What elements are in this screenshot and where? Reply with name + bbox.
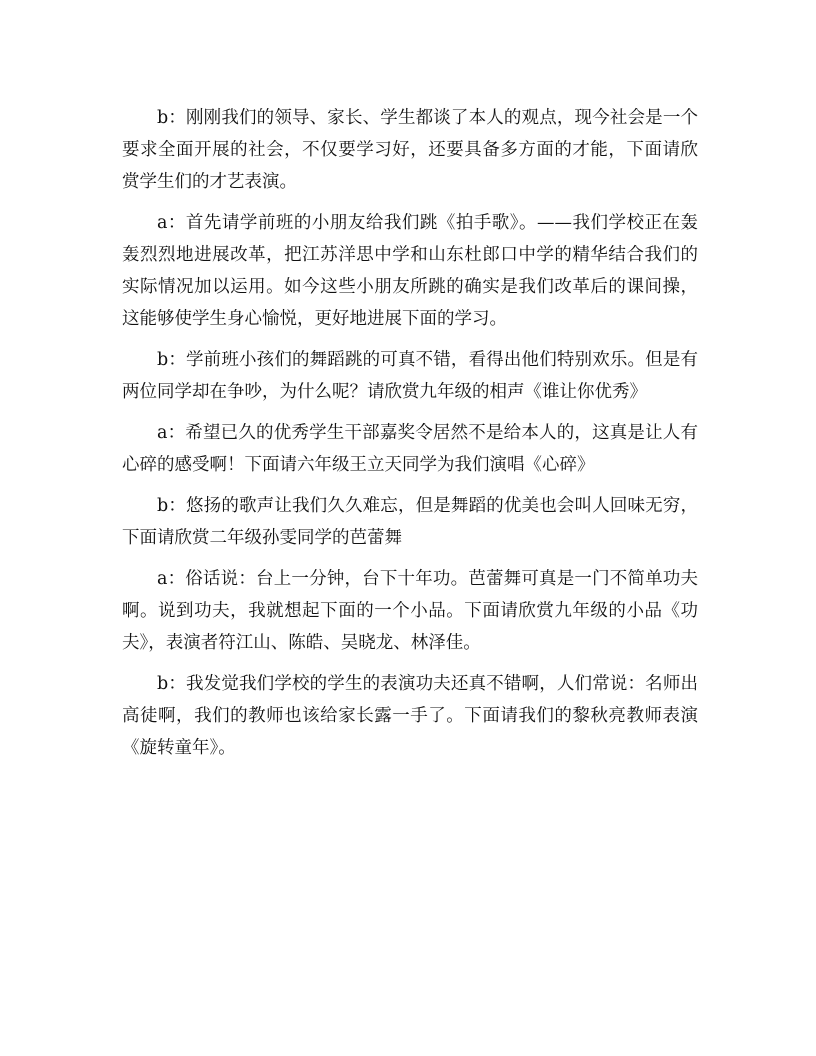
paragraph: a：希望已久的优秀学生干部嘉奖令居然不是给本人的，这真是让人有心碎的感受啊！下面请六年级王立天同学为我们演唱《心碎》 bbox=[122, 423, 698, 475]
paragraph: a：首先请学前班的小朋友给我们跳《拍手歌》。——我们学校正在轰轰烈烈地进展改革，把江苏洋思中学和山东杜郎口中学的精华结合我们的实际情况加以运用。如今这些小朋友所跳的确实是我们改革后的课间操，这能够使学生身心愉悦，更好地进展下面的学习。 bbox=[122, 213, 698, 329]
paragraph: b：我发觉我们学校的学生的表演功夫还真不错啊，人们常说：名师出高徒啊，我们的教师也该给家长露一手了。下面请我们的黎秋亮教师表演《旋转童年》。 bbox=[122, 674, 698, 758]
paragraph: a：俗话说：台上一分钟，台下十年功。芭蕾舞可真是一门不简单功夫啊。说到功夫，我就想起下面的一个小品。下面请欣赏九年级的小品《功夫》，表演者符江山、陈皓、吴晓龙、林泽佳。 bbox=[122, 569, 698, 653]
document-body bbox=[122, 102, 698, 773]
paragraph: b：悠扬的歌声让我们久久难忘，但是舞蹈的优美也会叫人回味无穷，下面请欣赏二年级孙雯同学的芭蕾舞 bbox=[122, 496, 698, 548]
paragraph: b：学前班小孩们的舞蹈跳的可真不错，看得出他们特别欢乐。但是有两位同学却在争吵，为什么呢？请欣赏九年级的相声《谁让你优秀》 bbox=[122, 350, 698, 402]
paragraph: b：刚刚我们的领导、家长、学生都谈了本人的观点，现今社会是一个要求全面开展的社会，不仅要学习好，还要具备多方面的才能，下面请欣赏学生们的才艺表演。 bbox=[122, 108, 698, 192]
